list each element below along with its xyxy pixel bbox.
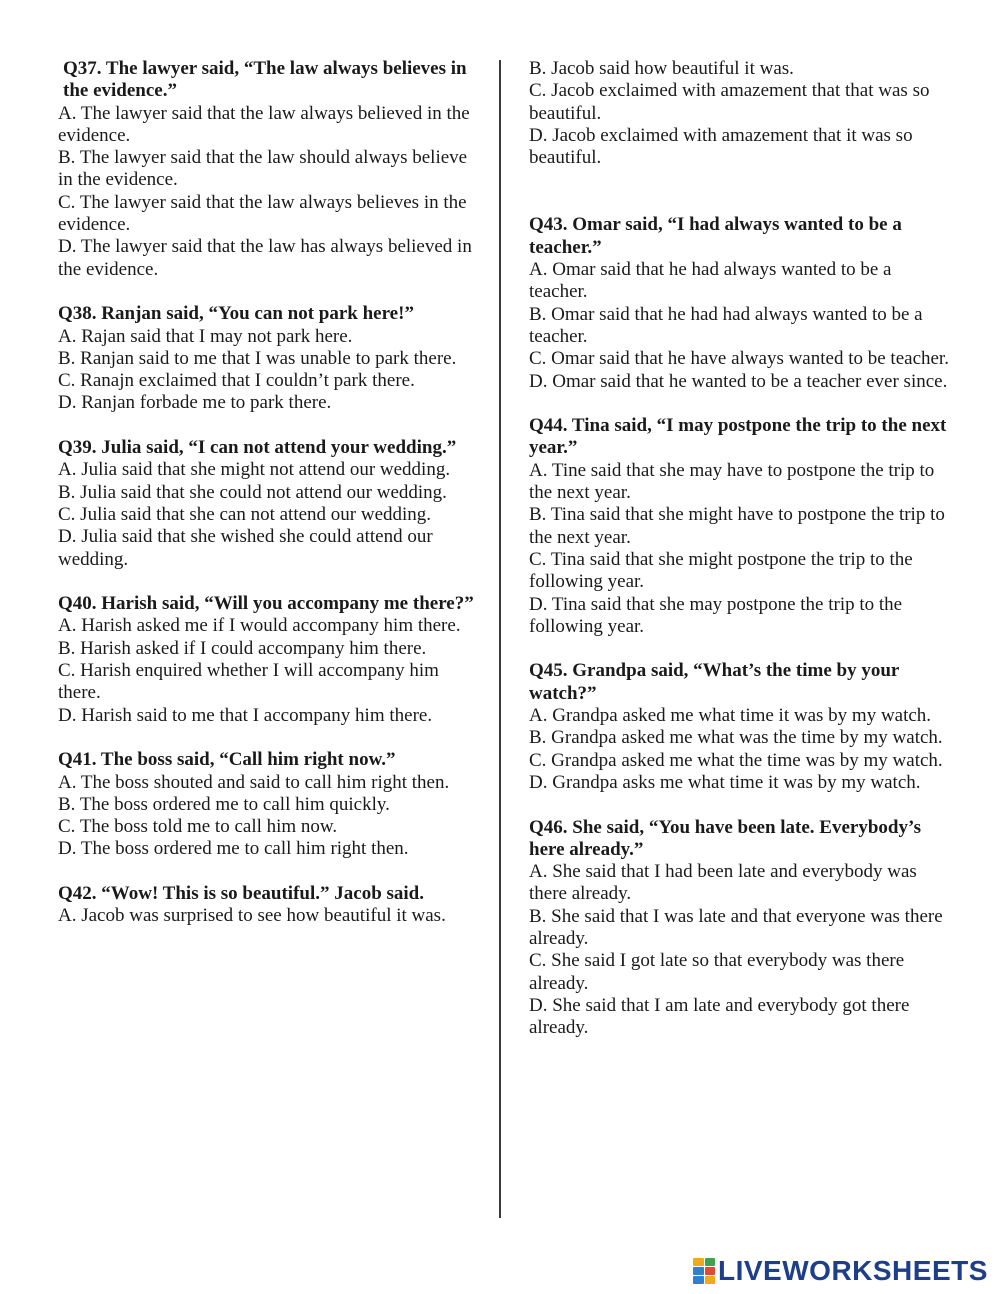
question-q42 <box>58 883 483 928</box>
option-d[interactable]: D. Harish said to me that I accompany him there. <box>58 704 433 726</box>
option-b[interactable]: B. Grandpa asked me what was the time by my watch. <box>529 727 943 749</box>
question-title: Q40. Harish said, “Will you accompany me there?” <box>58 593 474 615</box>
option-b[interactable]: B. Tina said that she might have to postpone the trip to the next year. <box>529 504 945 548</box>
option-d[interactable]: D. The boss ordered me to call him right then. <box>58 838 409 860</box>
question-title: Q42. “Wow! This is so beautiful.” Jacob said. <box>58 882 425 904</box>
question-q40 <box>58 593 483 727</box>
option-a[interactable]: A. Harish asked me if I would accompany him there. <box>58 615 461 637</box>
question-q43 <box>529 214 954 392</box>
option-b[interactable]: B. Julia said that she could not attend our wedding. <box>58 481 447 503</box>
option-b[interactable]: B. The lawyer said that the law should always believe in the evidence. <box>58 147 468 191</box>
option-b[interactable]: B. The boss ordered me to call him quickly. <box>58 793 390 815</box>
mark-tile-icon <box>705 1267 716 1275</box>
question-title: Q37. The lawyer said, “The law always believes in the evidence.” <box>63 58 467 102</box>
option-a[interactable]: A. The lawyer said that the law always believed in the evidence. <box>58 102 470 146</box>
option-c[interactable]: C. Grandpa asked me what the time was by my watch. <box>529 749 943 771</box>
question-q45 <box>529 660 954 794</box>
option-b[interactable]: B. Jacob said how beautiful it was. <box>529 58 794 79</box>
mark-tile-icon <box>693 1276 704 1284</box>
question-title: Q41. The boss said, “Call him right now.” <box>58 749 396 771</box>
right-column <box>529 58 954 1039</box>
option-c[interactable]: C. The lawyer said that the law always believes in the evidence. <box>58 191 467 236</box>
option-b[interactable]: B. Ranjan said to me that I was unable to park there. <box>58 347 457 369</box>
question-title: Q44. Tina said, “I may postpone the trip to the next year.” <box>529 415 947 459</box>
liveworksheets-logo[interactable] <box>693 1256 988 1286</box>
mark-tile-icon <box>705 1276 716 1284</box>
option-c[interactable]: C. Omar said that he have always wanted to be teacher. <box>529 348 949 370</box>
brand-name: LIVEWORKSHEETS <box>718 1255 988 1286</box>
question-q46 <box>529 817 954 1040</box>
option-d[interactable]: D. She said that I am late and everybody got there already. <box>529 994 910 1039</box>
option-b[interactable]: B. Omar said that he had had always wanted to be a teacher. <box>529 303 923 347</box>
option-a[interactable]: A. The boss shouted and said to call him right then. <box>58 771 450 793</box>
question-q44 <box>529 415 954 638</box>
option-a[interactable]: A. Jacob was surprised to see how beautiful it was. <box>58 905 446 927</box>
mark-tile-icon <box>705 1258 716 1266</box>
option-c[interactable]: C. Julia said that she can not attend our wedding. <box>58 503 432 525</box>
option-a[interactable]: A. She said that I had been late and everybody was there already. <box>529 861 917 905</box>
question-q37 <box>58 58 483 281</box>
question-q38 <box>58 303 483 414</box>
option-b[interactable]: B. She said that I was late and that everyone was there already. <box>529 905 943 949</box>
option-c[interactable]: C. Jacob exclaimed with amazement that that was so beautiful. <box>529 80 930 124</box>
question-title: Q45. Grandpa said, “What’s the time by your watch?” <box>529 660 900 704</box>
question-q39 <box>58 437 483 571</box>
question-q42-continued <box>529 58 954 169</box>
question-title: Q38. Ranjan said, “You can not park here!” <box>58 303 414 325</box>
question-title: Q43. Omar said, “I had always wanted to be a teacher.” <box>529 214 902 258</box>
option-d[interactable]: D. Grandpa asks me what time it was by my watch. <box>529 771 921 793</box>
left-column <box>58 58 483 928</box>
option-d[interactable]: D. Julia said that she wished she could attend our wedding. <box>58 526 433 570</box>
mark-tile-icon <box>693 1258 704 1266</box>
option-d[interactable]: D. Ranjan forbade me to park there. <box>58 392 332 414</box>
option-a[interactable]: A. Grandpa asked me what time it was by my watch. <box>529 705 932 727</box>
liveworksheets-mark-icon <box>693 1258 715 1284</box>
option-a[interactable]: A. Tine said that she may have to postpone the trip to the next year. <box>529 459 935 504</box>
option-a[interactable]: A. Julia said that she might not attend our wedding. <box>58 459 451 481</box>
option-c[interactable]: C. Harish enquired whether I will accompany him there. <box>58 660 439 704</box>
option-d[interactable]: D. The lawyer said that the law has always believed in the evidence. <box>58 236 472 280</box>
option-a[interactable]: A. Omar said that he had always wanted to be a teacher. <box>529 259 892 303</box>
option-b[interactable]: B. Harish asked if I could accompany him there. <box>58 637 427 659</box>
mark-tile-icon <box>693 1267 704 1275</box>
option-d[interactable]: D. Jacob exclaimed with amazement that it was so beautiful. <box>529 124 913 169</box>
option-c[interactable]: C. Tina said that she might postpone the trip to the following year. <box>529 548 913 593</box>
question-q41 <box>58 749 483 860</box>
option-a[interactable]: A. Rajan said that I may not park here. <box>58 325 353 347</box>
column-divider <box>499 60 501 1218</box>
option-c[interactable]: C. She said I got late so that everybody was there already. <box>529 950 905 994</box>
option-d[interactable]: D. Omar said that he wanted to be a teacher ever since. <box>529 370 948 392</box>
question-title: Q39. Julia said, “I can not attend your wedding.” <box>58 437 457 459</box>
option-c[interactable]: C. Ranajn exclaimed that I couldn’t park there. <box>58 370 415 392</box>
question-title: Q46. She said, “You have been late. Everybody’s here already.” <box>529 816 921 860</box>
option-c[interactable]: C. The boss told me to call him now. <box>58 816 338 838</box>
option-d[interactable]: D. Tina said that she may postpone the trip to the following year. <box>529 593 903 637</box>
